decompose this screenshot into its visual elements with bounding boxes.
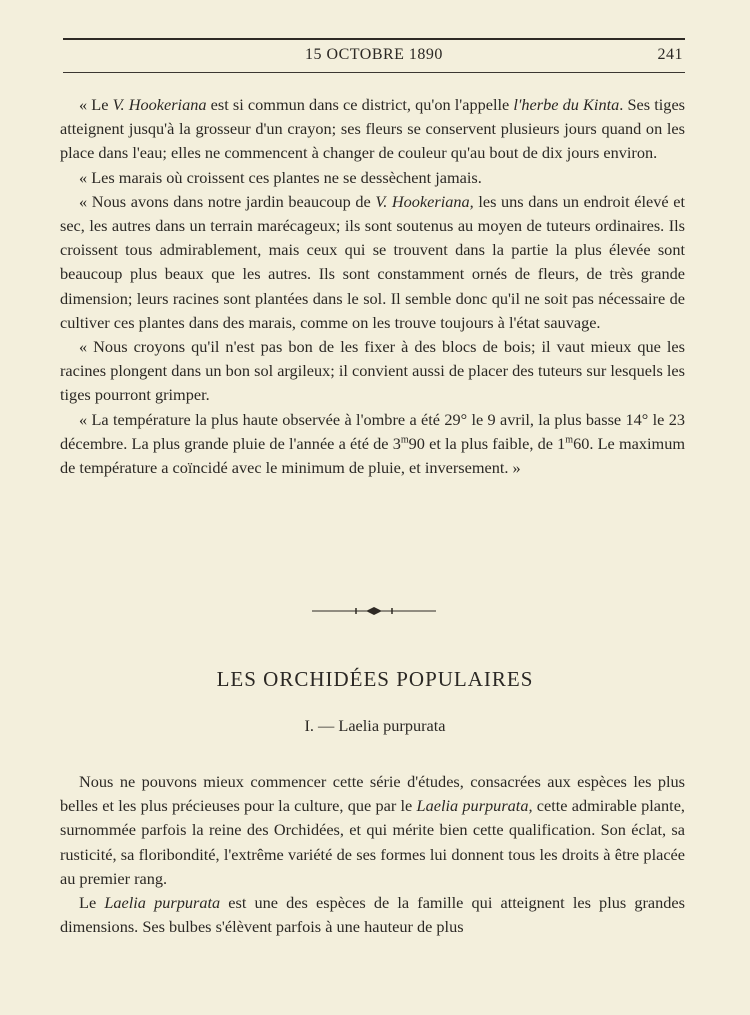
article-text-top xyxy=(60,93,685,480)
paragraph: « La température la plus haute observée à l'ombre a été 29° le 9 avril, la plus basse 14° le 23 décembre. La plus grande pluie de l'année a été de 3$^m$90 et la plus faible, de 1$^m$60. Le maximum de température a coïncidé avec le minimum de pluie, et inversement. » xyxy=(60,409,685,478)
paragraph: « Nous avons dans notre jardin beaucoup de V. Hookeriana, les uns dans un endroit élevé et sec, les autres dans un terrain marécageux; ils sont soutenus au moyen de tuteurs ordinaires. Ils croissent tous admirablement, mais ceux qui se trouvent dans la partie la plus élevée sont beaucoup plus beaux que les autres. Ils sont constamment ornés de fleurs, de très grande dimension; leurs racines sont plantées dans le sol. Il semble donc qu'il ne soit pas nécessaire de cultiver ces plantes dans des marais, comme on les trouve toujours à l'état sauvage. xyxy=(60,191,685,332)
paragraph: Le Laelia purpurata est une des espèces de la famille qui atteignent les plus grandes dimensions. Ses bulbes s'élèvent parfois à une hauteur de plus xyxy=(60,893,685,937)
header-date: 15 OCTOBRE 1890 xyxy=(305,46,443,63)
paragraph: Nous ne pouvons mieux commencer cette série d'études, consacrées aux espèces les plus belles et les plus précieuses pour la culture, que par le Laelia purpurata, cette admirable plante, surnommée parfois la reine des Orchidées, et qui mérite bien cette qualification. Son éclat, sa rusticité, sa floribondité, l'extrême variété de ses formes lui donnent tous les droits à être placée au premier rang. xyxy=(60,772,685,888)
section-subtitle: I. — Laelia purpurata xyxy=(304,716,446,735)
paragraph: « Le V. Hookeriana est si commun dans ce district, qu'on l'appelle l'herbe du Kinta. Ses tiges atteignent jusqu'à la grosseur d'un crayon; ses fleurs se conservent plusieurs jours quand on les place dans l'eau; elles ne commencent à changer de couleur qu'au bout de dix jours environ. xyxy=(60,95,686,163)
section-divider-ornament xyxy=(312,604,436,618)
paragraph: « Les marais où croissent ces plantes ne se dessèchent jamais. xyxy=(79,167,482,187)
page-number: 241 xyxy=(657,46,683,63)
paragraph: « Nous croyons qu'il n'est pas bon de les fixer à des blocs de bois; il vaut mieux que les racines plongent dans un bon sol argileux; il convient aussi de placer des tuteurs sur lesquels les tiges pourront grimper. xyxy=(60,337,685,405)
header-rule-top xyxy=(63,38,685,40)
running-header xyxy=(63,44,685,68)
header-rule-bottom xyxy=(63,72,685,73)
section-title: LES ORCHIDÉES POPULAIRES xyxy=(216,667,534,691)
article-text-bottom xyxy=(60,770,685,939)
